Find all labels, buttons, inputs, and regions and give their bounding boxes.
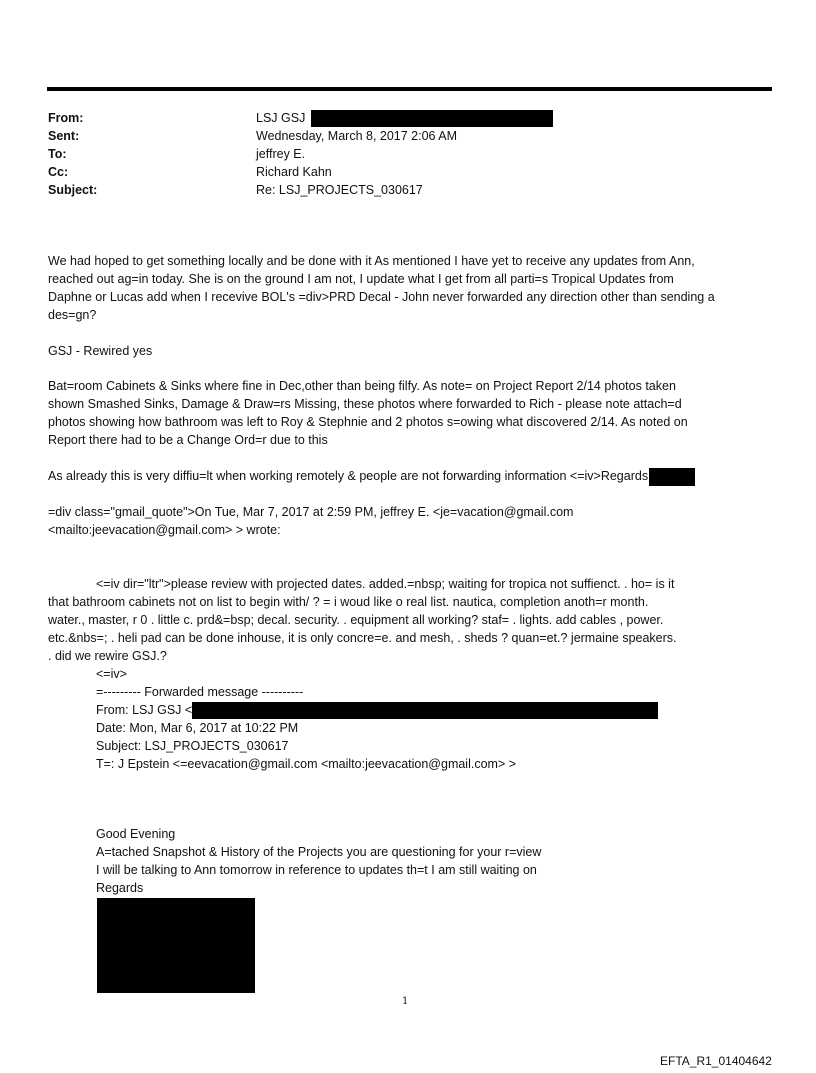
text-line: GSJ - Rewired yes [48, 344, 153, 358]
email-header [48, 109, 768, 199]
text-line: I will be talking to Ann tomorrow in reference to updates th=t I am still waiting on [96, 863, 537, 877]
from-value [256, 109, 553, 127]
text-line: Good Evening [96, 827, 176, 841]
signature-redaction [97, 898, 255, 993]
from-name: LSJ GSJ [256, 111, 306, 125]
to-row [48, 145, 768, 163]
reply-paragraph-1 [48, 252, 763, 324]
text-line: A=tached Snapshot & History of the Projects you are questioning for your r=view [96, 845, 542, 859]
header-rule [47, 87, 772, 91]
from-row [48, 109, 768, 127]
text-line [48, 467, 763, 486]
sent-value: Wednesday, March 8, 2017 2:06 AM [256, 129, 458, 143]
text-line: water., master, r 0 . little c. prd&=bsp; decal. security. . equipment all working? staf= . lights. add cables , power. [48, 613, 664, 627]
text-line: Daphne or Lucas add when I recevive BOL's =div>PRD Decal - John never forwarded any direction other than sending a [48, 290, 715, 304]
text-line [96, 701, 766, 719]
reply-paragraph-4 [48, 467, 763, 486]
text-line: Date: Mon, Mar 6, 2017 at 10:22 PM [96, 721, 299, 736]
quoted-message [48, 575, 763, 665]
to-label: To: [48, 147, 67, 161]
cc-value: Richard Kahn [256, 165, 332, 179]
cc-label: Cc: [48, 165, 69, 179]
text-line: photos showing how bathroom was left to Roy & Stephnie and 2 photos s=owing what discovered 2/14. As noted on [48, 415, 688, 429]
sent-row [48, 127, 768, 145]
document-id: EFTA_R1_01404642 [660, 1054, 772, 1068]
text-line: etc.&nbs=; . heli pad can be done inhouse, it is only concre=e. and mesh, . sheds ? quan=et.? jermaine speakers. [48, 631, 677, 645]
text-line: We had hoped to get something locally and be done with it As mentioned I have yet to receive any updates from Ann, [48, 254, 695, 268]
reply-paragraph-2 [48, 342, 763, 360]
page-number: 1 [402, 996, 409, 1007]
text-line: =div class="gmail_quote">On Tue, Mar 7, 2017 at 2:59 PM, jeffrey E. <je=vacation@gmail.com [48, 505, 574, 519]
to-value: jeffrey E. [256, 147, 306, 161]
forwarded-body [96, 825, 766, 897]
subject-row [48, 181, 768, 199]
text-line: des=gn? [48, 308, 97, 322]
text-line: <=iv> [96, 667, 127, 681]
redaction-block [192, 702, 658, 719]
redaction-block [311, 110, 553, 127]
quote-intro [48, 503, 763, 539]
regards-line: As already this is very diffiu=lt when working remotely & people are not forwarding information <=iv>Regards [48, 469, 649, 483]
text-line: Subject: LSJ_PROJECTS_030617 [96, 739, 289, 754]
text-line: <mailto:jeevacation@gmail.com> > wrote: [48, 523, 281, 537]
sent-label: Sent: [48, 129, 80, 143]
text-line: . did we rewire GSJ.? [48, 649, 167, 663]
subject-value: Re: LSJ_PROJECTS_030617 [256, 183, 423, 197]
text-line: Regards [96, 881, 144, 895]
text-line: reached out ag=in today. She is on the ground I am not, I update what I get from all parti=s Tropical Updates from [48, 272, 674, 286]
text-line: =--------- Forwarded message ---------- [96, 685, 304, 699]
text-line: <=iv dir="ltr">please review with projected dates. added.=nbsp; waiting for tropica not suffienct. . ho= is it [96, 577, 675, 591]
text-line: shown Smashed Sinks, Damage & Draw=rs Missing, these photos where forwarded to Rich - please note attach=d [48, 397, 682, 411]
forwarded-header [96, 665, 766, 773]
cc-row [48, 163, 768, 181]
text-line: Report there had to be a Change Ord=r due to this [48, 433, 328, 447]
from-label: From: [48, 111, 84, 125]
text-line: Bat=room Cabinets & Sinks where fine in Dec,other than being filfy. As note= on Project Report 2/14 photos taken [48, 379, 676, 393]
text-line: that bathroom cabinets not on list to begin with/ ? = i woud like o real list. nautica, completion anoth=r month. [48, 595, 649, 609]
redaction-block [649, 468, 695, 486]
fw-from: From: LSJ GSJ < [96, 703, 193, 717]
reply-paragraph-3 [48, 377, 763, 449]
text-line: T=: J Epstein <=eevacation@gmail.com <mailto:jeevacation@gmail.com> > [96, 757, 517, 772]
subject-label: Subject: [48, 183, 98, 197]
